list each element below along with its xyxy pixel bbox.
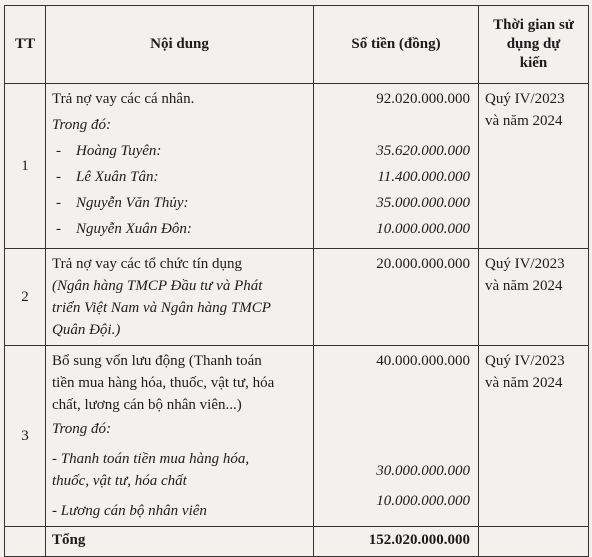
item-amount: 10.000.000.000 [376,493,470,509]
row-amount: 40.000.000.000 [376,353,470,369]
item-name: Nguyễn Văn Thủy: [76,195,189,211]
list-item: - Lương cán bộ nhân viên [52,503,207,519]
total-label: Tổng [46,527,314,557]
header-tt: TT [5,6,46,84]
row-amount-cell [314,249,479,346]
table-row [5,249,589,346]
row-number: 1 [5,84,46,249]
row-time-line2: và năm 2024 [485,113,563,129]
table-row [5,84,589,249]
header-amount: Số tiền (đồng) [314,6,479,84]
header-time-line3: kiến [519,55,548,71]
header-content: Nội dung [46,6,314,84]
row-title-line3: chất, lương cán bộ nhân viên...) [52,397,242,413]
item-amount: 11.400.000.000 [377,169,470,185]
item-name: Lê Xuân Tân: [76,169,159,185]
row-title-line2: (Ngân hàng TMCP Đầu tư và Phát [52,278,263,294]
header-time-line1: Thời gian sử [493,17,574,33]
header-time [479,6,589,84]
row-title-line1: Bổ sung vốn lưu động (Thanh toán [52,353,262,369]
table-header-row [5,6,589,84]
total-amount: 152.020.000.000 [314,527,479,557]
row-time-line1: Quý IV/2023 [485,91,565,107]
item-amount: 35.000.000.000 [376,195,470,211]
row-time-line1: Quý IV/2023 [485,353,565,369]
item-name: Nguyễn Xuân Đôn: [76,221,192,237]
row-amount: 20.000.000.000 [376,256,470,272]
row-title-line1: Trả nợ vay các tổ chức tín dụng [52,256,243,272]
row-content [46,84,314,249]
row-amount-cell [314,346,479,527]
item-name: Hoàng Tuyên: [76,143,162,159]
row-content [46,346,314,527]
row-time-line1: Quý IV/2023 [485,256,565,272]
list-item: - Nguyễn Văn Thủy: [56,195,189,211]
row-amount-cell [314,84,479,249]
row-subheading: Trong đó: [52,117,112,133]
list-item-line1: - Thanh toán tiền mua hàng hóa, [52,451,250,467]
row-title-line3: triển Việt Nam và Ngân hàng TMCP [52,300,271,316]
row-number: 3 [5,346,46,527]
row-title-line4: Quân Đội.) [52,322,121,338]
item-amount: 35.620.000.000 [376,143,470,159]
capital-use-table [4,5,589,557]
row-subheading: Trong đó: [52,421,112,437]
row-amount: 92.020.000.000 [376,91,470,107]
row-time-line2: và năm 2024 [485,278,563,294]
header-time-line2: dụng dự [506,36,561,52]
list-item: - Nguyễn Xuân Đôn: [56,221,192,237]
row-time-cell [479,346,589,527]
list-item: - Lê Xuân Tân: [56,169,159,185]
row-time-line2: và năm 2024 [485,375,563,391]
total-row [5,527,589,557]
row-content [46,249,314,346]
list-item-line2: thuốc, vật tư, hóa chất [52,473,187,489]
table-row [5,346,589,527]
item-amount: 30.000.000.000 [376,463,470,479]
item-amount: 10.000.000.000 [376,221,470,237]
row-title-line2: tiền mua hàng hóa, thuốc, vật tư, hóa [52,375,275,391]
row-time-cell [479,84,589,249]
list-item: - Hoàng Tuyên: [56,143,162,159]
row-time-cell [479,249,589,346]
row-title: Trả nợ vay các cá nhân. [52,91,195,107]
row-number: 2 [5,249,46,346]
